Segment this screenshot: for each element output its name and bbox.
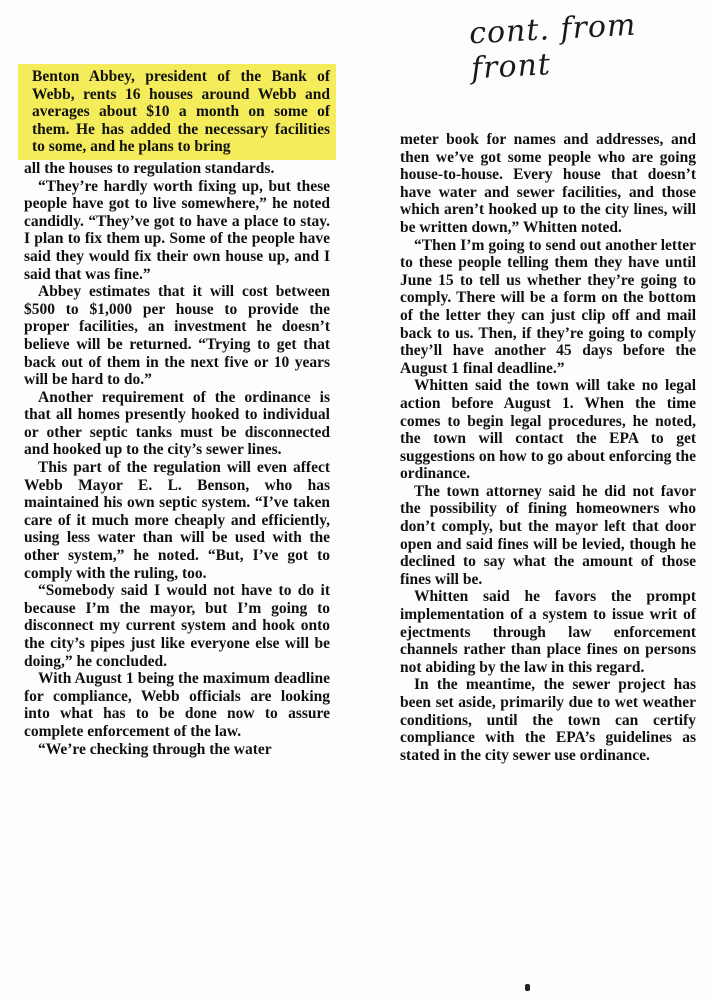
paragraph: Whitten said the town will take no legal action before August 1. When the time comes to begin legal procedures, he noted, the town will contact the EPA to get suggestions on how to go about enforcing the ordinance. xyxy=(400,377,696,483)
paragraph: “We’re checking through the water xyxy=(38,740,272,758)
paragraph: The town attorney said he did not favor the possibility of fining homeowners who don’t comply, but the mayor left that door open and said fines will be levied, though he declined to say what the amount of those fines will be. xyxy=(400,482,696,588)
article-column-right xyxy=(400,131,696,764)
paragraph: Abbey estimates that it will cost between $500 to $1,000 per house to provide the proper facilities, an investment he doesn’t believe will be returned. “Trying to get that back out of them in the next five or 10 years will be hard to do.” xyxy=(24,283,330,389)
handwritten-note: cont. from front xyxy=(468,7,638,87)
paragraph: all the houses to regulation standards. xyxy=(24,159,275,177)
paragraph: With August 1 being the maximum deadline for compliance, Webb officials are looking into what has to be done now to assure complete enforcement of the law. xyxy=(24,670,330,740)
highlighted-intro: Benton Abbey, president of the Bank of Webb, rents 16 houses around Webb and averages about $10 a month on some of them. He has added the necessary facilities to some, and he plans to bring xyxy=(32,68,330,156)
paragraph: Another requirement of the ordinance is that all homes presently hooked to individual or other septic tanks must be disconnected and hooked up to the city’s sewer lines. xyxy=(24,388,330,459)
paragraph: Whitten said he favors the prompt implementation of a system to issue writ of ejectments through law enforcement channels rather than place fines on persons not abiding by the law in this regard. xyxy=(400,588,696,676)
article-column-left xyxy=(24,68,330,758)
paragraph: “They’re hardly worth fixing up, but these people have got to live somewhere,” he noted candidly. “They’ve got to have a place to stay. I plan to fix them up. Some of the people have said they would fix their own house up, and I said that was fine.” xyxy=(24,177,330,283)
paragraph: This part of the regulation will even affect Webb Mayor E. L. Benson, who has maintained his own septic system. “I’ve taken care of it much more cheaply and efficiently, using less water than will be used with the other system,” he noted. “But, I’ve got to comply with the ruling, too. xyxy=(24,459,330,582)
paragraph: In the meantime, the sewer project has been set aside, primarily due to wet weather conditions, until the town can certify compliance with the EPA’s guidelines as stated in the city sewer use ordinance. xyxy=(400,676,696,764)
ink-mark xyxy=(525,984,530,991)
highlighted-intro-block xyxy=(18,64,336,160)
paragraph: “Somebody said I would not have to do it because I’m the mayor, but I’m going to disconnect my current system and hook onto the city’s pipes just like everyone else will be doing,” he concluded. xyxy=(24,582,330,670)
paragraph: meter book for names and addresses, and then we’ve got some people who are going house-to-house. Every house that doesn’t have water and sewer facilities, and those which aren’t hooked up to the city lines, will be written down,” Whitten noted. xyxy=(400,131,696,236)
paragraph: “Then I’m going to send out another letter to these people telling them they have until June 15 to tell us whether they’re going to comply. There will be a form on the bottom of the letter they can just clip off and mail back to us. Then, if they’re going to comply they’ll have another 45 days before the August 1 final deadline.” xyxy=(400,236,696,377)
